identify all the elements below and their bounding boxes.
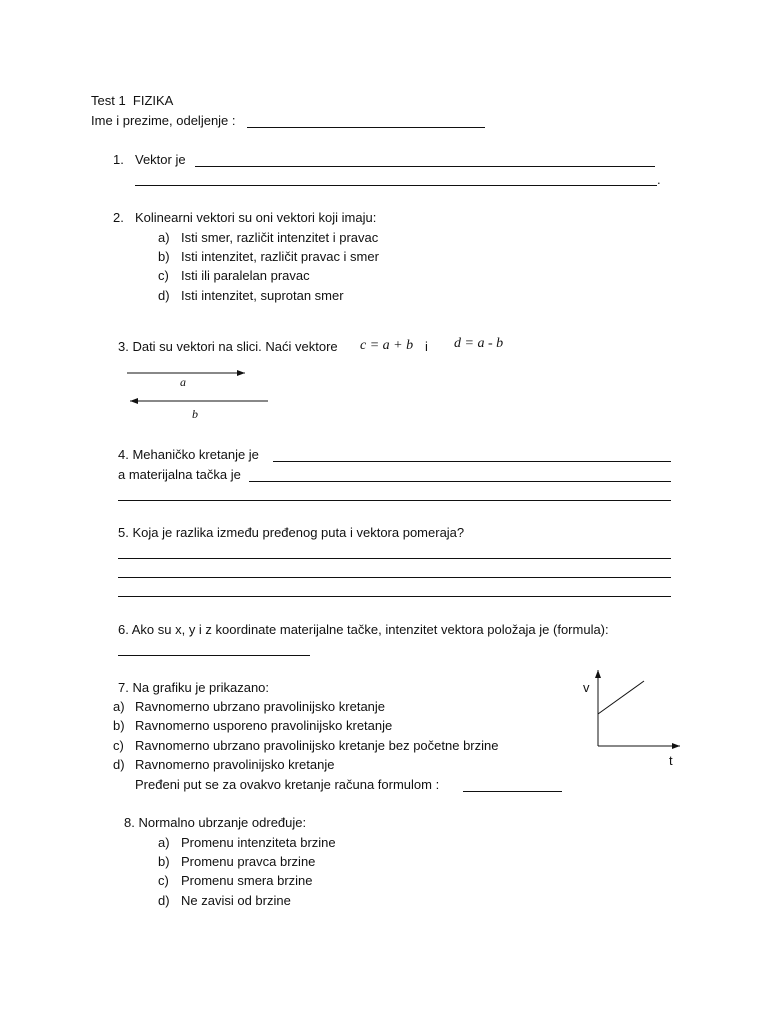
q7-formula-line: Pređeni put se za ovakvo kretanje računa formulom : [135, 777, 440, 792]
q8-option-a-letter: a) [158, 835, 170, 850]
q4-answer-line-2[interactable] [249, 481, 671, 482]
q8-option-c[interactable]: Promenu smera brzine [181, 873, 313, 888]
q4-text: 4. Mehaničko kretanje je [118, 447, 259, 462]
vector-b-label: b [192, 407, 198, 421]
q7-option-b[interactable]: Ravnomerno usporeno pravolinijsko kretanje [135, 718, 393, 733]
q2-option-b[interactable]: Isti intenzitet, različit pravac i smer [181, 249, 379, 264]
q2-option-b-letter: b) [158, 249, 170, 264]
q2-option-a[interactable]: Isti smer, različit intenzitet i pravac [181, 230, 379, 245]
q2-option-c[interactable]: Isti ili paralelan pravac [181, 268, 310, 283]
q8-option-b-letter: b) [158, 854, 170, 869]
q2-number: 2. [113, 210, 124, 225]
q7-option-d[interactable]: Ravnomerno pravolinijsko kretanje [135, 757, 335, 772]
q8-option-d-letter: d) [158, 893, 170, 908]
q2-option-a-letter: a) [158, 230, 170, 245]
q6-text: 6. Ako su x, y i z koordinate materijalne tačke, intenzitet vektora položaja je (formula): [118, 622, 609, 637]
q1-answer-line-2[interactable] [135, 185, 657, 186]
velocity-line [598, 681, 644, 714]
q1-number: 1. [113, 152, 124, 167]
test-title: Test 1 FIZIKA [91, 93, 174, 108]
q7-option-d-letter: d) [113, 757, 125, 772]
q2-option-d-letter: d) [158, 288, 170, 303]
q5-answer-line-1[interactable] [118, 558, 671, 559]
q5-answer-line-2[interactable] [118, 577, 671, 578]
q2-option-d[interactable]: Isti intenzitet, suprotan smer [181, 288, 344, 303]
q3-text: 3. Dati su vektori na slici. Naći vektore [118, 339, 338, 354]
q3-conjunction: i [425, 339, 428, 354]
name-label: Ime i prezime, odeljenje : [91, 113, 236, 128]
name-answer-line[interactable] [247, 127, 485, 128]
q1-answer-line-1[interactable] [195, 166, 655, 167]
q6-answer-line[interactable] [118, 655, 310, 656]
q1-text: Vektor je [135, 152, 186, 167]
q7-option-a[interactable]: Ravnomerno ubrzano pravolinijsko kretanje [135, 699, 386, 714]
q4-text2: a materijalna tačka je [118, 467, 241, 482]
q4-answer-line-3[interactable] [118, 500, 671, 501]
vector-a-label: a [180, 375, 186, 389]
q8-option-b[interactable]: Promenu pravca brzine [181, 854, 316, 869]
graph-t-label: t [669, 753, 673, 768]
graph-v-label: v [583, 680, 590, 695]
q8-option-a[interactable]: Promenu intenziteta brzine [181, 835, 336, 850]
q5-answer-line-3[interactable] [118, 596, 671, 597]
q5-text: 5. Koja je razlika između pređenog puta i vektora pomeraja? [118, 525, 465, 540]
q2-option-c-letter: c) [158, 268, 169, 283]
q3-formula-d: d = a - b [454, 336, 504, 351]
q8-text: 8. Normalno ubrzanje određuje: [124, 815, 307, 830]
q7-option-c-letter: c) [113, 738, 124, 753]
q1-end: . [657, 172, 661, 187]
q2-text: Kolinearni vektori su oni vektori koji imaju: [135, 210, 377, 225]
q8-option-c-letter: c) [158, 873, 169, 888]
q7-answer-line[interactable] [463, 791, 562, 792]
q7-option-a-letter: a) [113, 699, 125, 714]
q4-answer-line-1[interactable] [273, 461, 671, 462]
vt-graph [580, 665, 690, 775]
q7-text: 7. Na grafiku je prikazano: [118, 680, 270, 695]
q7-option-b-letter: b) [113, 718, 125, 733]
q8-option-d[interactable]: Ne zavisi od brzine [181, 893, 291, 908]
q7-option-c[interactable]: Ravnomerno ubrzano pravolinijsko kretanje bez početne brzine [135, 738, 499, 753]
q3-formula-c: c = a + b [360, 338, 414, 353]
